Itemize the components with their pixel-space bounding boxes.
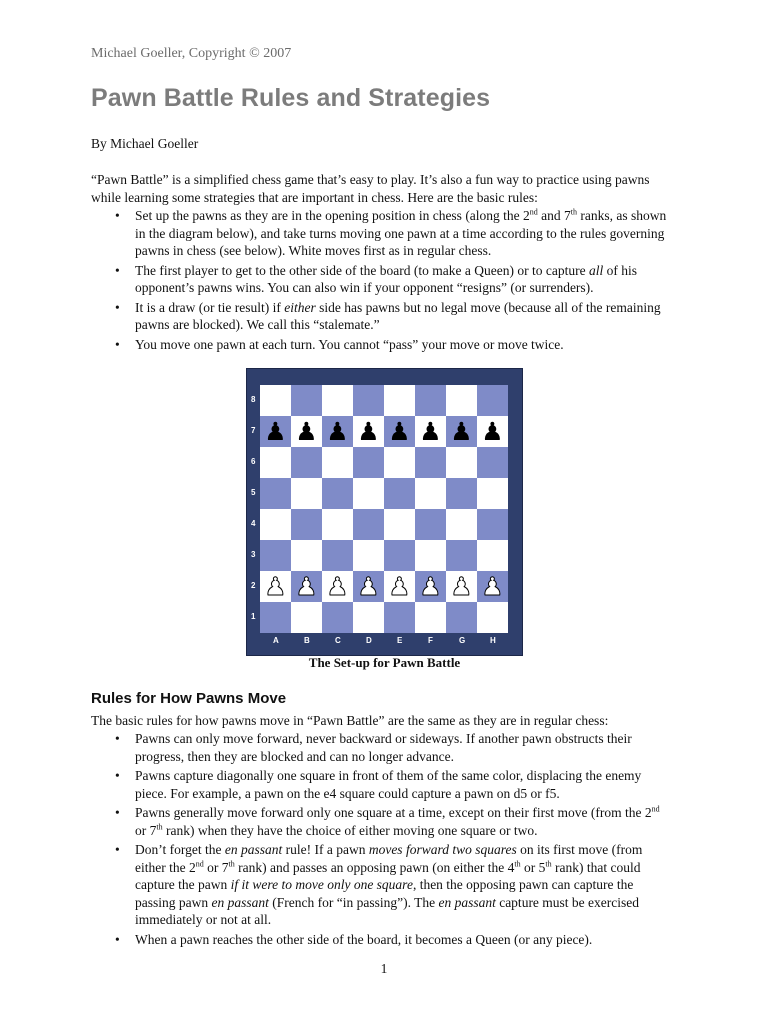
board-square: [260, 602, 291, 633]
board-square: [384, 509, 415, 540]
file-label: F: [428, 636, 433, 645]
file-label: C: [335, 636, 341, 645]
board-square: [291, 509, 322, 540]
board-square: [446, 540, 477, 571]
board-square: [477, 478, 508, 509]
board-square: [260, 385, 291, 416]
byline: By Michael Goeller: [91, 136, 199, 151]
list-item: [91, 336, 669, 354]
italic-text: either: [284, 299, 316, 315]
page-title: Pawn Battle Rules and Strategies: [91, 84, 491, 112]
board-square: [384, 385, 415, 416]
text-run: , then the opposing pawn can capture the passing pawn: [135, 877, 634, 910]
black-pawn-icon: ♟: [357, 417, 380, 446]
list-item: [91, 730, 671, 765]
board-square: [291, 447, 322, 478]
text-run: Pawns generally move forward only one square at a time, except on their first move (from the 2: [135, 805, 652, 820]
superscript-text: nd: [195, 859, 204, 868]
board-square: [322, 602, 353, 633]
board-square: [291, 540, 322, 571]
list-item: [91, 207, 669, 260]
board-square: [384, 602, 415, 633]
board-square: [260, 447, 291, 478]
text-run: and 7: [537, 208, 571, 223]
board-square: [384, 478, 415, 509]
text-run: rank) that could capture the pawn: [135, 859, 641, 892]
rank-label: 8: [251, 395, 256, 404]
italic-text: en passant: [211, 894, 269, 910]
text-run: on its first move (from either the 2: [135, 842, 643, 875]
text-run: rule! If a pawn: [282, 842, 369, 857]
white-pawn-icon: ♟: [326, 572, 349, 601]
rank-label: 1: [251, 612, 256, 621]
white-pawn-icon: ♟: [481, 572, 504, 601]
board-square: [291, 478, 322, 509]
board-square: [415, 509, 446, 540]
chess-board-diagram: [246, 368, 523, 656]
list-item: [91, 841, 671, 929]
board-square: [260, 509, 291, 540]
text-run: It is a draw (or tie result) if: [135, 299, 285, 315]
section-heading: Rules for How Pawns Move: [91, 690, 287, 707]
text-run: capture must be exercised immediately or not at all.: [135, 894, 640, 927]
list-item: [91, 299, 669, 334]
italic-text: all: [588, 262, 604, 278]
board-square: [353, 540, 384, 571]
superscript-text: th: [228, 859, 235, 868]
board-square: [322, 478, 353, 509]
text-run: or 7: [203, 859, 229, 875]
superscript-text: th: [514, 859, 521, 868]
italic-text: en passant: [438, 894, 496, 910]
superscript-text: th: [545, 859, 552, 868]
section-intro: The basic rules for how pawns move in “Pawn Battle” are the same as they are in regular chess:: [91, 713, 609, 728]
file-label: G: [459, 636, 466, 645]
board-square: [353, 447, 384, 478]
board-caption: The Set-up for Pawn Battle: [308, 655, 461, 670]
board-square: [446, 385, 477, 416]
black-pawn-icon: ♟: [326, 417, 349, 446]
board-square: [353, 509, 384, 540]
board-square: [415, 447, 446, 478]
file-label: A: [273, 636, 279, 645]
italic-text: moves forward two squares: [368, 842, 517, 857]
board-square: [353, 478, 384, 509]
intro-paragraph: “Pawn Battle” is a simplified chess game that’s easy to play. It’s also a fun way to practice using pawns while learning some strategies that are important in chess. Here are the basic rules:: [91, 172, 650, 205]
text-run: ranks, as shown in the diagram below), and take turns moving one pawn at a time according to the rules governing pawns in chess (see below). White moves first as in regular chess.: [135, 208, 667, 258]
text-run: Set up the pawns as they are in the opening position in chess (along the 2: [135, 208, 530, 223]
board-square: [260, 478, 291, 509]
white-pawn-icon: ♟: [295, 572, 318, 601]
rank-label: 7: [251, 426, 256, 435]
rank-label: 5: [251, 488, 256, 497]
list-item: [91, 262, 669, 297]
black-pawn-icon: ♟: [450, 417, 473, 446]
copyright-line: Michael Goeller, Copyright © 2007: [91, 46, 292, 61]
pawn-move-rules-list: [91, 730, 671, 950]
board-square: [477, 385, 508, 416]
board-square: [322, 385, 353, 416]
file-label: D: [366, 636, 372, 645]
text-run: When a pawn reaches the other side of the board, it becomes a Queen (or any piece).: [135, 931, 593, 947]
board-square: [384, 447, 415, 478]
board-square: [415, 385, 446, 416]
board-square: [322, 540, 353, 571]
text-run: of his opponent’s pawns wins. You can also win if your opponent “resigns” (or surrenders).: [135, 262, 637, 295]
board-square: [446, 602, 477, 633]
list-item: [91, 767, 671, 802]
board-square: [477, 602, 508, 633]
text-run: You move one pawn at each turn. You cannot “pass” your move or move twice.: [135, 336, 564, 352]
italic-text: en passant: [224, 842, 283, 857]
text-run: side has pawns but no legal move (because all of the remaining pawns are blocked). We call this “stalemate.”: [135, 299, 661, 332]
black-pawn-icon: ♟: [481, 417, 504, 446]
board-square: [477, 447, 508, 478]
board-square: [322, 509, 353, 540]
italic-text: if it were to move only one square: [230, 877, 413, 892]
board-square: [477, 540, 508, 571]
board-square: [415, 540, 446, 571]
white-pawn-icon: ♟: [357, 572, 380, 601]
text-run: rank) and passes an opposing pawn (on either the 4: [234, 859, 515, 875]
text-run: Pawns can only move forward, never backward or sideways. If another pawn obstructs their progress, then they are blocked and can no longer advance.: [135, 731, 632, 764]
text-run: Pawns capture diagonally one square in front of them of the same color, displacing the enemy piece. For example, a pawn on the e4 square could capture a pawn on d5 or f5.: [135, 768, 642, 801]
board-square: [291, 385, 322, 416]
board-square: [446, 478, 477, 509]
black-pawn-icon: ♟: [264, 417, 287, 446]
black-pawn-icon: ♟: [295, 417, 318, 446]
rank-label: 3: [251, 550, 256, 559]
text-run: or 7: [135, 822, 157, 838]
file-label: H: [490, 636, 496, 645]
board-square: [353, 602, 384, 633]
white-pawn-icon: ♟: [450, 572, 473, 601]
page-number: 1: [380, 961, 388, 976]
board-square: [322, 447, 353, 478]
white-pawn-icon: ♟: [388, 572, 411, 601]
rank-label: 2: [251, 581, 256, 590]
board-square: [415, 478, 446, 509]
text-run: (French for “in passing”). The: [268, 894, 439, 910]
board-square: [291, 602, 322, 633]
rank-label: 4: [251, 519, 256, 528]
board-square: [353, 385, 384, 416]
text-run: rank) when they have the choice of either moving one square or two.: [162, 822, 538, 838]
superscript-text: nd: [651, 804, 660, 814]
board-square: [260, 540, 291, 571]
black-pawn-icon: ♟: [388, 417, 411, 446]
white-pawn-icon: ♟: [419, 572, 442, 601]
list-item: [91, 931, 671, 949]
board-square: [446, 509, 477, 540]
text-run: or 5: [520, 859, 546, 875]
black-pawn-icon: ♟: [419, 417, 442, 446]
text-run: Don’t forget the: [135, 842, 225, 857]
board-square: [477, 509, 508, 540]
basic-rules-list: [91, 207, 669, 355]
text-run: The first player to get to the other side of the board (to make a Queen) or to capture: [135, 262, 589, 278]
file-label: B: [304, 636, 310, 645]
board-square: [384, 540, 415, 571]
board-square: [415, 602, 446, 633]
superscript-text: nd: [529, 207, 538, 217]
file-label: E: [397, 636, 403, 645]
board-square: [446, 447, 477, 478]
superscript-text: th: [570, 207, 578, 217]
list-item: [91, 804, 671, 839]
superscript-text: th: [156, 822, 163, 831]
rank-label: 6: [251, 457, 256, 466]
white-pawn-icon: ♟: [264, 572, 287, 601]
